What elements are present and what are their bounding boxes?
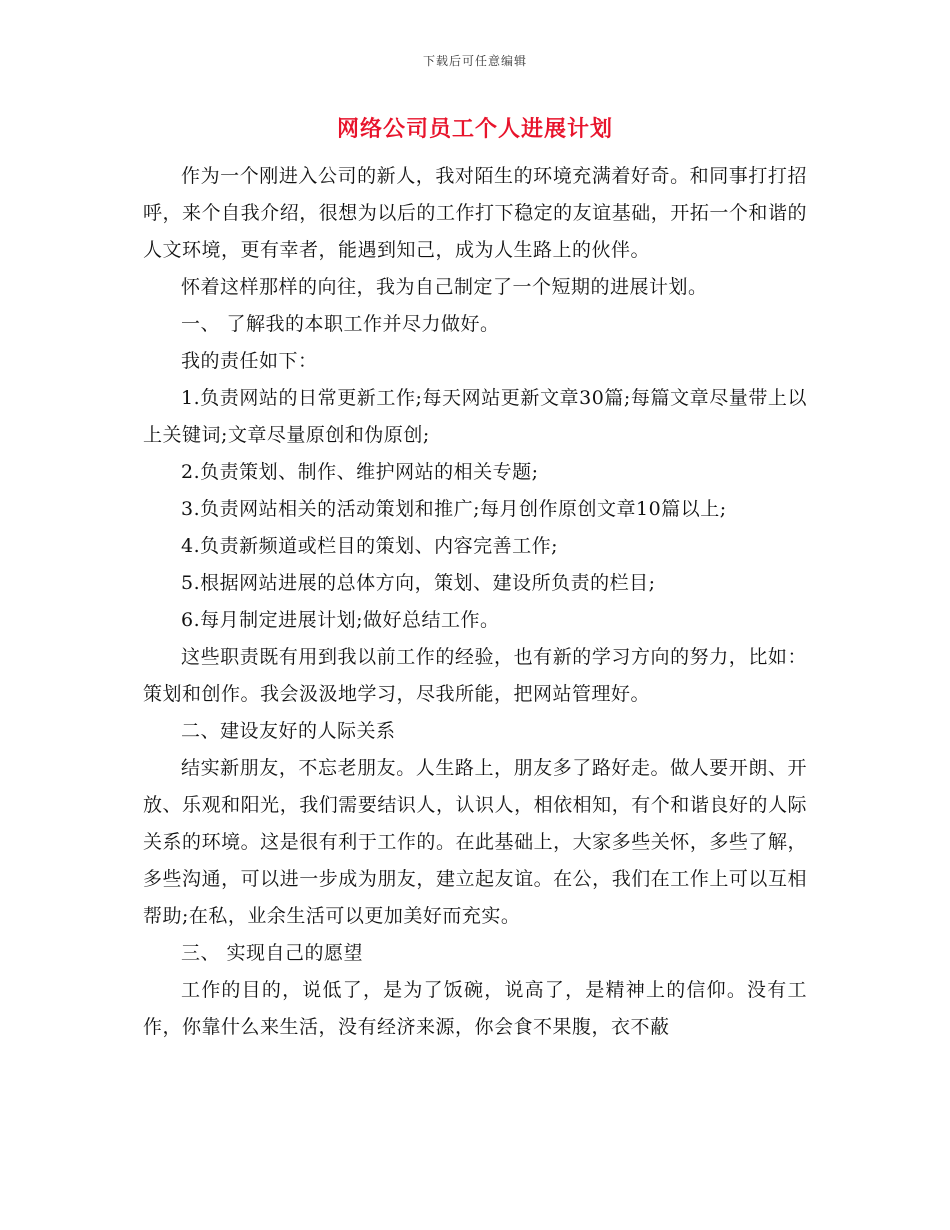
duty-item-4: 4.负责新频道或栏目的策划、内容完善工作;: [181, 535, 559, 557]
section-heading-1: 一、 了解我的本职工作并尽力做好。: [181, 313, 500, 335]
paragraph-relationships: 结实新朋友，不忘老朋友。人生路上，朋友多了路好走。做人要开朗、开放、乐观和阳光，我们需要结识人，认识人，相依相知，有个和谐良好的人际关系的环境。这是很有利于工作的。在此基础上，大家多些关怀，多些了解，多些沟通，可以进一步成为朋友，建立起友谊。在公，我们在工作上可以互相帮助;在私，业余生活可以更加美好而充实。: [143, 757, 807, 927]
duty-item-5: 5.根据网站进展的总体方向，策划、建设所负责的栏目;: [181, 572, 656, 594]
section-heading-2: 二、建设友好的人际关系: [181, 720, 396, 742]
duty-item-2: 2.负责策划、制作、维护网站的相关专题;: [181, 461, 539, 483]
paragraph-intro: 作为一个刚进入公司的新人，我对陌生的环境充满着好奇。和同事打打招呼，来个自我介绍，很想为以后的工作打下稳定的友谊基础，开拓一个和谐的人文环境，更有幸者，能遇到知己，成为人生路上的伙伴。: [143, 165, 807, 261]
paragraph-plan-statement: 怀着这样那样的向往，我为自己制定了一个短期的进展计划。: [181, 276, 708, 298]
section-heading-3: 三、 实现自己的愿望: [181, 942, 364, 964]
header-note: 下载后可任意编辑: [422, 54, 527, 68]
duty-item-6: 6.每月制定进展计划;做好总结工作。: [181, 609, 500, 631]
duty-item-3: 3.负责网站相关的活动策划和推广;每月创作原创文章10篇以上;: [181, 498, 727, 520]
paragraph-duties-summary: 这些职责既有用到我以前工作的经验，也有新的学习方向的努力，比如：策划和创作。我会汲汲地学习，尽我所能，把网站管理好。: [143, 646, 807, 705]
duties-intro: 我的责任如下：: [181, 350, 318, 372]
document-title: 网络公司员工个人进展计划: [336, 117, 613, 142]
paragraph-aspirations: 工作的目的，说低了，是为了饭碗，说高了，是精神上的信仰。没有工作，你靠什么来生活，没有经济来源，你会食不果腹，衣不蔽: [143, 979, 807, 1038]
document-body: [143, 158, 807, 1046]
duty-item-1: 1.负责网站的日常更新工作;每天网站更新文章30篇;每篇文章尽量带上以上关键词;文章尽量原创和伪原创;: [143, 387, 807, 446]
